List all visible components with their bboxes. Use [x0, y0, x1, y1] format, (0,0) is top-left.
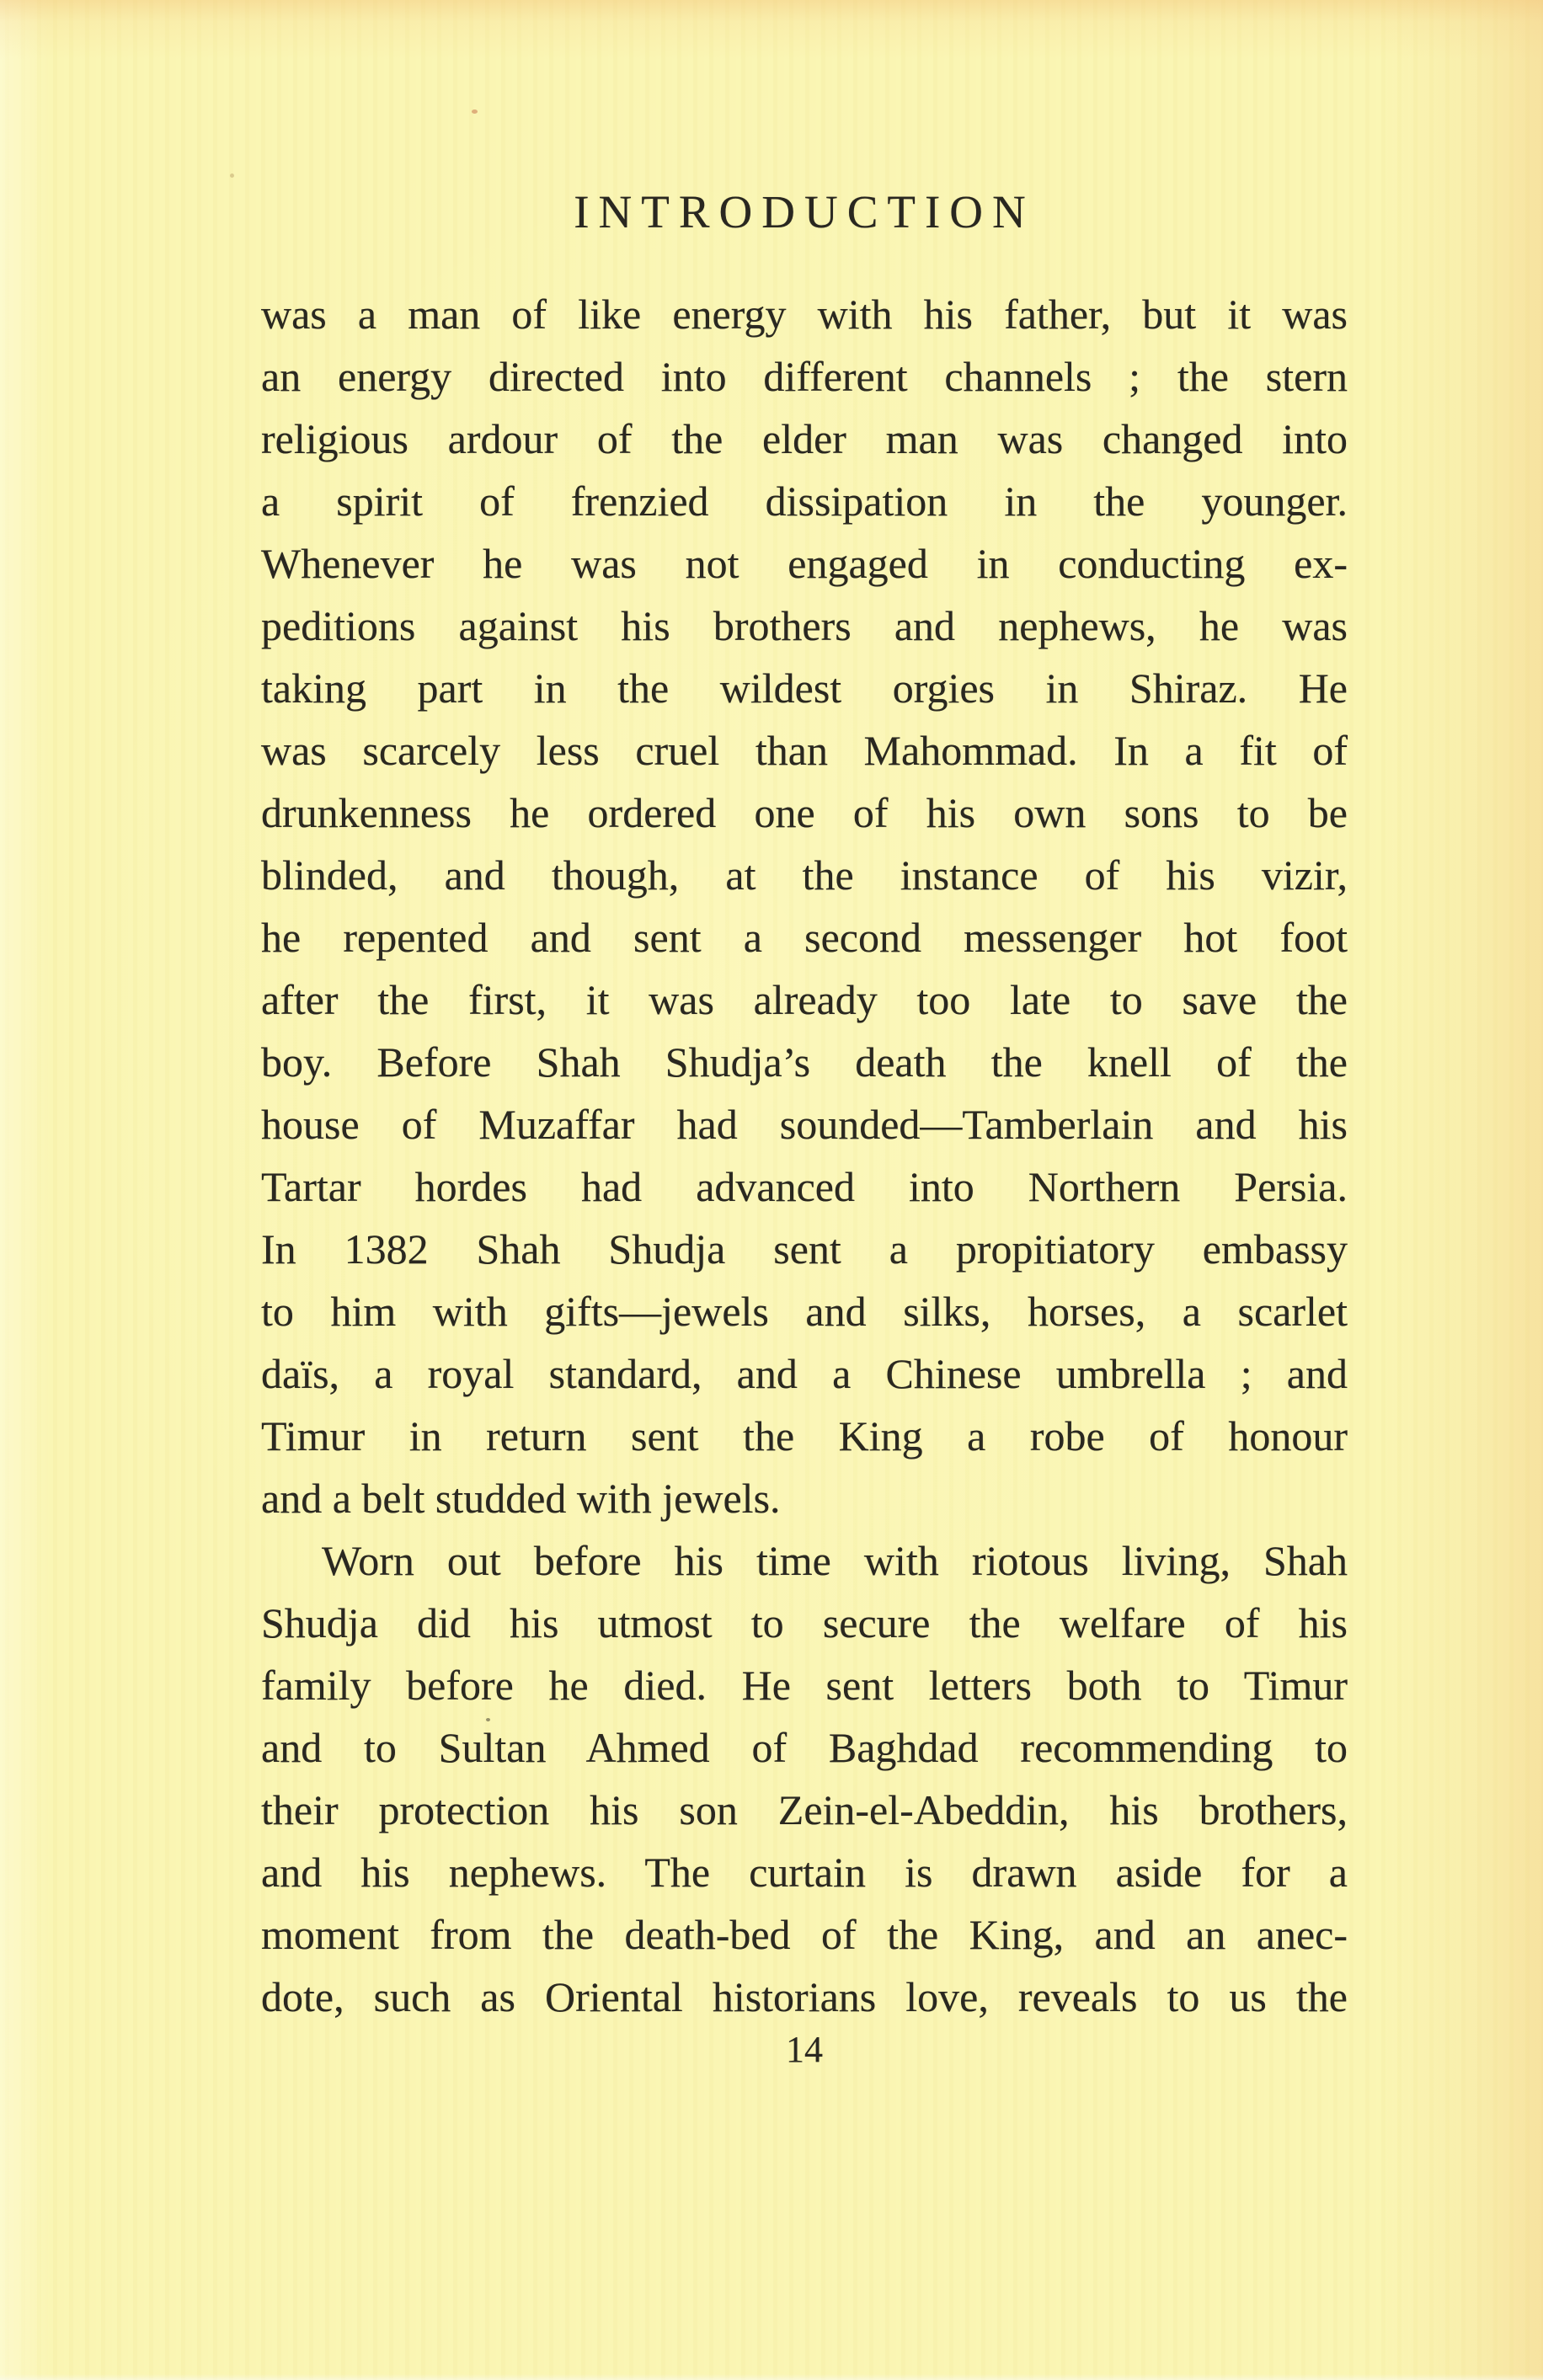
text-line: a spirit of frenzied dissipation in the younger.: [261, 478, 1348, 525]
text-line-paragraph-end: and a belt studded with jewels.: [261, 1475, 781, 1522]
text-line: religious ardour of the elder man was changed into: [261, 415, 1348, 462]
paper-speck: [472, 109, 478, 114]
text-line: and his nephews. The curtain is drawn aside for a: [261, 1849, 1348, 1896]
text-line: was scarcely less cruel than Mahommad. In a fit of: [261, 727, 1348, 774]
page-number: 14: [786, 2029, 823, 2070]
text-line: In 1382 Shah Shudja sent a propitiatory embassy: [261, 1225, 1348, 1273]
text-line: peditions against his brothers and nephews, he was: [261, 602, 1348, 649]
text-line: drunkenness he ordered one of his own sons to be: [261, 789, 1348, 836]
text-line: house of Muzaffar had sounded—Tamberlain and his: [261, 1101, 1348, 1148]
text-line: Shudja did his utmost to secure the welfare of his: [261, 1599, 1348, 1646]
body-text: [261, 283, 1348, 2028]
text-line: Whenever he was not engaged in conducting ex-: [261, 540, 1348, 587]
text-line: family before he died. He sent letters both to Timur: [261, 1662, 1348, 1709]
page-title: INTRODUCTION: [574, 186, 1035, 237]
text-line: taking part in the wildest orgies in Shiraz. He: [261, 664, 1348, 712]
text-line: to him with gifts—jewels and silks, horses, a scarlet: [261, 1288, 1348, 1335]
text-line: after the first, it was already too late to save the: [261, 976, 1348, 1023]
text-line: he repented and sent a second messenger hot foot: [261, 914, 1348, 961]
text-line: Timur in return sent the King a robe of honour: [261, 1412, 1348, 1459]
text-line: was a man of like energy with his father, but it was: [261, 291, 1348, 338]
text-line: dote, such as Oriental historians love, reveals to us the: [261, 1973, 1348, 2020]
text-line: daïs, a royal standard, and a Chinese umbrella ; and: [261, 1350, 1348, 1397]
text-line: their protection his son Zein-el-Abeddin, his brothers,: [261, 1786, 1348, 1833]
text-line: boy. Before Shah Shudja’s death the knell of the: [261, 1038, 1348, 1086]
text-line: blinded, and though, at the instance of his vizir,: [261, 851, 1348, 899]
text-line-paragraph-start: Worn out before his time with riotous living, Shah: [322, 1537, 1348, 1584]
paper-speck: [230, 173, 234, 178]
text-line: Tartar hordes had advanced into Northern Persia.: [261, 1163, 1348, 1210]
text-line: moment from the death-bed of the King, and an anec-: [261, 1911, 1348, 1958]
text-line: an energy directed into different channels ; the stern: [261, 353, 1348, 400]
paper-speck: [486, 1718, 490, 1721]
text-line: and to Sultan Ahmed of Baghdad recommending to: [261, 1724, 1348, 1771]
